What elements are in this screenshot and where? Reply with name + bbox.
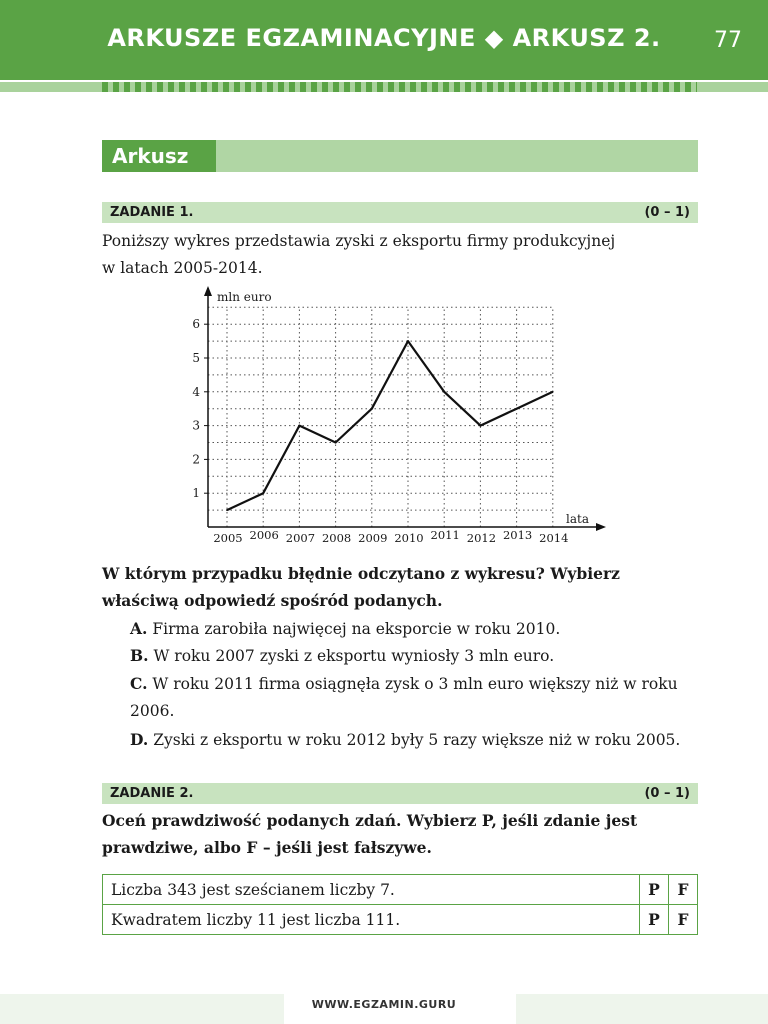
- chart-point: [299, 425, 301, 427]
- task1-question-line2: właściwą odpowiedź spośród podanych.: [102, 591, 443, 610]
- export-profit-chart: [0, 280, 768, 550]
- chart-x-tick-label: 2013: [502, 528, 533, 542]
- task2-instruction-line2: prawdziwe, albo F – jeśli jest fałszywe.: [102, 838, 432, 857]
- answer-c[interactable]: [130, 670, 700, 725]
- footer-url: WWW.EGZAMIN.GURU: [311, 998, 457, 1011]
- task2-instruction-line1: Oceń prawdziwość podanych zdań. Wybierz P, jeśli zdanie jest: [102, 811, 638, 830]
- statement-2: Kwadratem liczby 11 jest liczba 111.: [103, 905, 640, 935]
- chart-series: [226, 340, 553, 511]
- chart-y-tick-label: 2: [192, 452, 200, 467]
- chart-y-axis-arrow: [204, 286, 212, 296]
- answer-d-letter: D.: [130, 730, 149, 749]
- task1-intro: [102, 228, 702, 282]
- option-f-2[interactable]: F: [669, 905, 698, 935]
- chart-point: [226, 509, 228, 511]
- chart-x-tick-label: 2010: [394, 531, 424, 545]
- chart-x-tick-label: 2009: [358, 531, 388, 545]
- option-p-1[interactable]: P: [640, 875, 669, 905]
- chart-x-tick-label: 2005: [213, 531, 243, 545]
- answer-b-text: W roku 2007 zyski z eksportu wyniosły 3 mln euro.: [153, 647, 555, 665]
- answer-c-continuation: 2006.: [130, 702, 175, 720]
- chart-xlabel: lata: [566, 512, 589, 526]
- chart-point: [262, 492, 264, 494]
- chart-x-tick-label: 2008: [321, 531, 352, 545]
- chart-x-tick-label: 2012: [466, 531, 497, 545]
- answer-d[interactable]: [130, 726, 700, 754]
- task1-points: (0 – 1): [644, 205, 690, 220]
- chart-x-tick-label: 2007: [285, 531, 316, 545]
- chart-y-tick-label: 3: [192, 418, 200, 433]
- answer-a-text: Firma zarobiła najwięcej na eksporcie w roku 2010.: [152, 620, 561, 638]
- chart-y-tick-label: 5: [192, 351, 200, 365]
- chart-ylabel: mln euro: [217, 290, 272, 304]
- chart-y-tick-label: 1: [192, 486, 200, 501]
- chart-point: [371, 408, 373, 410]
- chart-y-tick-label: 6: [192, 317, 200, 332]
- table-row: [103, 875, 698, 905]
- task1-intro-line1: Poniższy wykres przedstawia zyski z eksportu firmy produkcyjnej: [102, 232, 616, 250]
- chart-point: [443, 391, 445, 393]
- page-number: 77: [714, 28, 742, 53]
- chart-point: [335, 442, 337, 444]
- table-row: [103, 905, 698, 935]
- chart-tick-labels: [192, 317, 568, 545]
- task1-intro-line2: w latach 2005-2014.: [102, 259, 263, 277]
- task1-bar: [102, 202, 698, 223]
- answer-c-text: W roku 2011 firma osiągnęła zysk o 3 mln euro większy niż w roku: [152, 675, 678, 693]
- answer-a-letter: A.: [130, 619, 148, 638]
- option-p-2[interactable]: P: [640, 905, 669, 935]
- statement-1: Liczba 343 jest sześcianem liczby 7.: [103, 875, 640, 905]
- answer-d-text: Zyski z eksportu w roku 2012 były 5 razy większe niż w roku 2005.: [153, 731, 681, 749]
- section-title: Arkusz 2.: [102, 140, 216, 172]
- chart-x-tick-label: 2011: [430, 528, 460, 542]
- chart-x-tick-label: 2014: [539, 531, 569, 545]
- header-stripe-pattern: [102, 82, 697, 92]
- chart-point: [407, 340, 409, 342]
- option-f-1[interactable]: F: [669, 875, 698, 905]
- answer-b-letter: B.: [130, 646, 149, 665]
- task1-question: [102, 560, 702, 614]
- task2-label: ZADANIE 2.: [110, 786, 194, 801]
- chart-x-axis-arrow: [596, 523, 606, 531]
- answer-c-letter: C.: [130, 674, 148, 693]
- answer-a[interactable]: [130, 615, 700, 643]
- answer-b[interactable]: [130, 642, 700, 670]
- chart-point: [516, 408, 518, 410]
- chart-x-tick-label: 2006: [249, 528, 279, 542]
- chart-point: [480, 425, 482, 427]
- true-false-table: [102, 874, 698, 935]
- task2-points: (0 – 1): [644, 786, 690, 801]
- task1-question-line1: W którym przypadku błędnie odczytano z wykresu? Wybierz: [102, 564, 620, 583]
- chart-y-tick-label: 4: [192, 384, 200, 399]
- task1-label: ZADANIE 1.: [110, 205, 194, 220]
- chart-point: [552, 391, 554, 393]
- header-title: ARKUSZE EGZAMINACYJNE ◆ ARKUSZ 2.: [107, 24, 661, 52]
- task2-bar: [102, 783, 698, 804]
- task2-instruction: [102, 807, 702, 861]
